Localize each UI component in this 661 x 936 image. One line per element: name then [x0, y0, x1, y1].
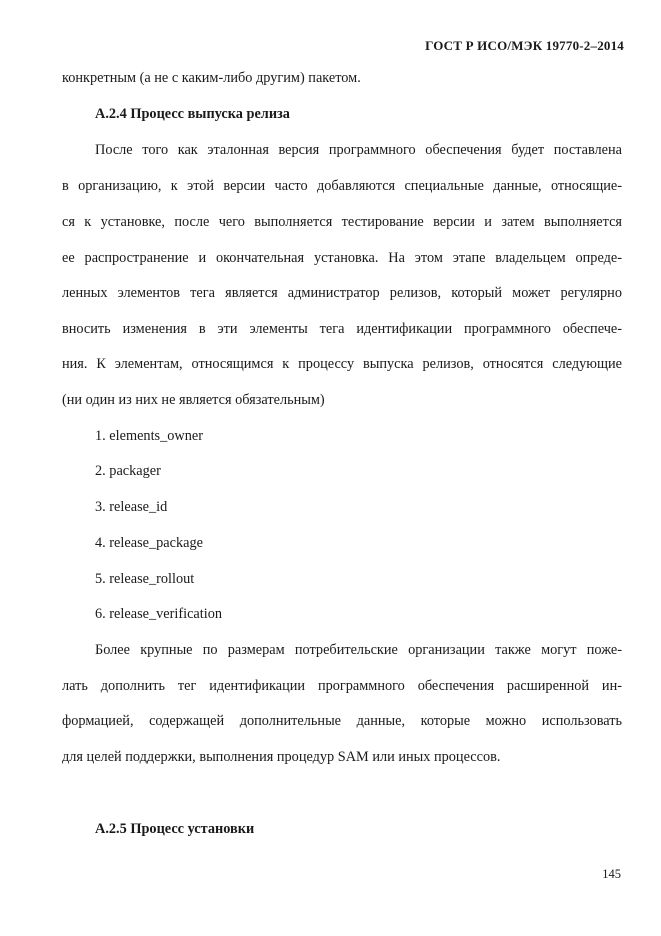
list-item: 3. release_id	[95, 499, 168, 515]
list-item: 6. release_verification	[95, 606, 223, 622]
paragraph-line: в организацию, к этой версии часто добавляются специальные данные, относящие-	[62, 178, 622, 194]
list-item: 4. release_package	[95, 535, 203, 551]
list-item: 5. release_rollout	[95, 571, 195, 587]
document-header: ГОСТ Р ИСО/МЭК 19770-2–2014	[425, 38, 624, 53]
list-item: 2. packager	[95, 463, 161, 479]
section-heading-a25: А.2.5 Процесс установки	[95, 821, 255, 837]
paragraph-line: (ни один из них не является обязательным)	[62, 392, 325, 408]
paragraph-line: ся к установке, после чего выполняется тестирование версии и затем выполняется	[62, 214, 622, 230]
list-item: 1. elements_owner	[95, 428, 203, 444]
paragraph-line: для целей поддержки, выполнения процедур SAM или иных процессов.	[62, 749, 501, 765]
section-heading-a24: А.2.4 Процесс выпуска релиза	[95, 106, 290, 122]
paragraph-line: ленных элементов тега является администратор релизов, который может регулярно	[62, 285, 622, 301]
paragraph-line: ее распространение и окончательная установка. На этом этапе владельцем опреде-	[62, 250, 622, 266]
paragraph-line: Более крупные по размерам потребительские организации также могут поже-	[95, 642, 622, 658]
paragraph-line: После того как эталонная версия программного обеспечения будет поставлена	[95, 142, 622, 158]
paragraph-line: вносить изменения в эти элементы тега идентификации программного обеспече-	[62, 321, 622, 337]
page-number: 145	[602, 867, 621, 881]
paragraph-line: ния. К элементам, относящимся к процессу выпуска релизов, относятся следующие	[62, 356, 622, 372]
continuation-text: конкретным (а не с каким-либо другим) пакетом.	[62, 70, 361, 86]
paragraph-line: лать дополнить тег идентификации программного обеспечения расширенной ин-	[62, 678, 622, 694]
paragraph-line: формацией, содержащей дополнительные данные, которые можно использовать	[62, 713, 622, 729]
